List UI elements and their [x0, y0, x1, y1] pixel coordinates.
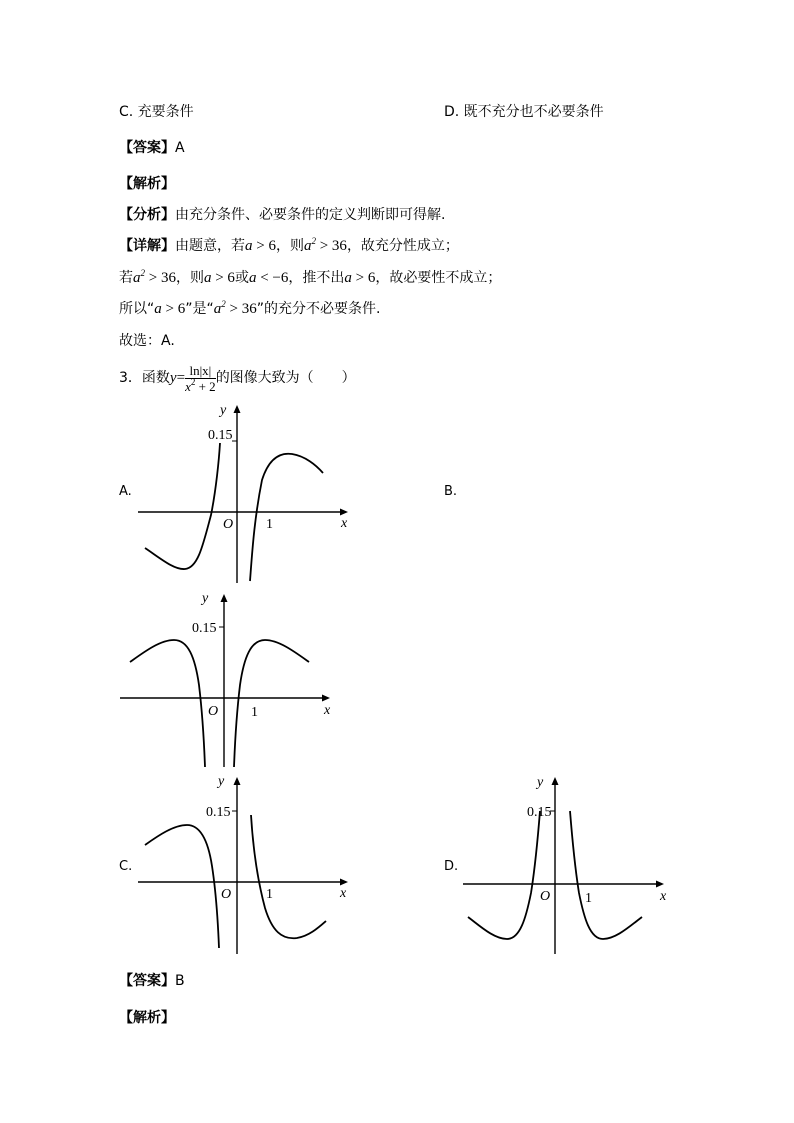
func-den-x: x	[185, 378, 191, 394]
tick-label: 0.15	[208, 428, 233, 443]
q3-analysis-tag: 【解析】	[119, 1010, 175, 1026]
origin-label: O	[223, 517, 234, 532]
option-b-label: B.	[444, 484, 458, 499]
func-denominator: $x^2 + 2$	[185, 376, 216, 394]
graph-b	[112, 585, 342, 775]
fenxi-text: 由充分条件、必要条件的定义判断即可得解.	[175, 207, 446, 223]
graph-a	[130, 395, 360, 595]
tick-label: 0.15	[206, 805, 231, 820]
math-a-gt-6: a > 6	[245, 238, 276, 254]
one-label: 1	[266, 517, 273, 532]
math-a-gt-6: a > 6	[344, 270, 376, 286]
tick-label: 0.15	[527, 805, 552, 820]
curve-left	[145, 825, 219, 948]
y-axis-arrow	[552, 777, 559, 785]
y-label: y	[202, 591, 209, 606]
curve-right	[570, 811, 642, 939]
q3-analysis-heading	[119, 1008, 175, 1028]
fenxi-tag: 【分析】	[119, 207, 175, 223]
math-a2-gt-36: $a^2 > 36$	[133, 268, 176, 286]
graph-d	[455, 768, 685, 958]
origin-label: O	[540, 889, 551, 904]
func-eq-sign: =	[176, 370, 186, 386]
q3-answer-line	[119, 971, 185, 991]
x-label: x	[660, 889, 667, 904]
curve-left	[130, 640, 205, 767]
one-label: 1	[266, 887, 273, 902]
line2-text-a: 若	[119, 270, 133, 286]
math-a2-gt-36: $a^2 > 36$	[213, 299, 257, 317]
math-a-gt-6: a > 6	[203, 270, 235, 286]
x-label: x	[341, 516, 348, 531]
answer-tag: 【答案】	[119, 140, 175, 156]
option-d-label: D.	[444, 859, 459, 874]
y-axis-arrow	[234, 777, 241, 785]
q3-suffix: 的图像大致为（ ）	[215, 370, 356, 386]
x-axis-arrow	[340, 879, 348, 886]
x-label: x	[324, 703, 331, 718]
line2-text-e: ，故必要性不成立；	[375, 270, 502, 286]
one-label: 1	[585, 891, 592, 906]
xiangjie-text-b: ，则	[275, 238, 304, 254]
guxuan-line: 故选：A.	[119, 333, 175, 349]
one-label: 1	[251, 705, 258, 720]
conclusion-line	[119, 299, 380, 319]
option-d: D. 既不充分也不必要条件	[444, 104, 604, 120]
x-axis-arrow	[322, 695, 330, 702]
func-numerator: ln|x|	[185, 363, 216, 379]
q3-answer-value: B	[175, 973, 185, 989]
origin-label: O	[221, 887, 232, 902]
curve-right	[250, 454, 323, 581]
x-axis-arrow	[340, 509, 348, 516]
xiangjie-line	[119, 236, 459, 256]
curve-right	[251, 815, 326, 938]
xiangjie-text-a: 由题意，若	[175, 238, 245, 254]
func-y: y	[169, 370, 177, 386]
option-a-label: A.	[119, 484, 132, 499]
curve-left	[145, 443, 220, 569]
xiangjie-text-c: ，故充分性成立；	[346, 238, 459, 254]
xiangjie-tag: 【详解】	[119, 238, 175, 254]
math-a2-gt-36: $a^2 > 36$	[303, 236, 347, 254]
line3-text-c: ”的充分不必要条件.	[256, 301, 381, 317]
graph-c	[130, 768, 360, 958]
line3-text-b: ”是“	[185, 301, 214, 317]
origin-label: O	[208, 704, 219, 719]
x-axis-arrow	[656, 881, 664, 888]
tick-label: 0.15	[192, 621, 217, 636]
y-label: y	[537, 775, 544, 790]
analysis-tag: 【解析】	[119, 176, 175, 192]
curve-right	[234, 640, 309, 767]
x-label: x	[340, 886, 347, 901]
y-label: y	[220, 403, 227, 418]
math-a-gt-6: a > 6	[154, 301, 186, 317]
func-eq	[177, 370, 185, 386]
reason-line-2	[119, 268, 501, 288]
curve-left	[468, 811, 540, 939]
y-axis-arrow	[234, 405, 241, 413]
line2-text-b: ，则	[175, 270, 204, 286]
option-c-label: C.	[119, 859, 133, 874]
math-a-lt-neg6: a < −6	[248, 270, 289, 286]
line3-text-a: 所以“	[119, 301, 155, 317]
q3-answer-tag: 【答案】	[119, 973, 175, 989]
y-label: y	[218, 774, 225, 789]
y-axis-arrow	[221, 594, 228, 602]
line2-text-c: 或	[234, 270, 249, 286]
question-3	[119, 362, 356, 394]
answer-value: A	[175, 140, 185, 156]
option-c: C. 充要条件	[119, 104, 194, 120]
func-den-rest: + 2	[198, 378, 216, 394]
q3-prefix: 3．函数	[119, 370, 170, 386]
analysis-heading	[119, 174, 175, 194]
answer-line	[119, 138, 185, 158]
line2-text-d: ，推不出	[288, 270, 345, 286]
func-fraction	[185, 363, 216, 394]
fenxi-line	[119, 205, 445, 225]
